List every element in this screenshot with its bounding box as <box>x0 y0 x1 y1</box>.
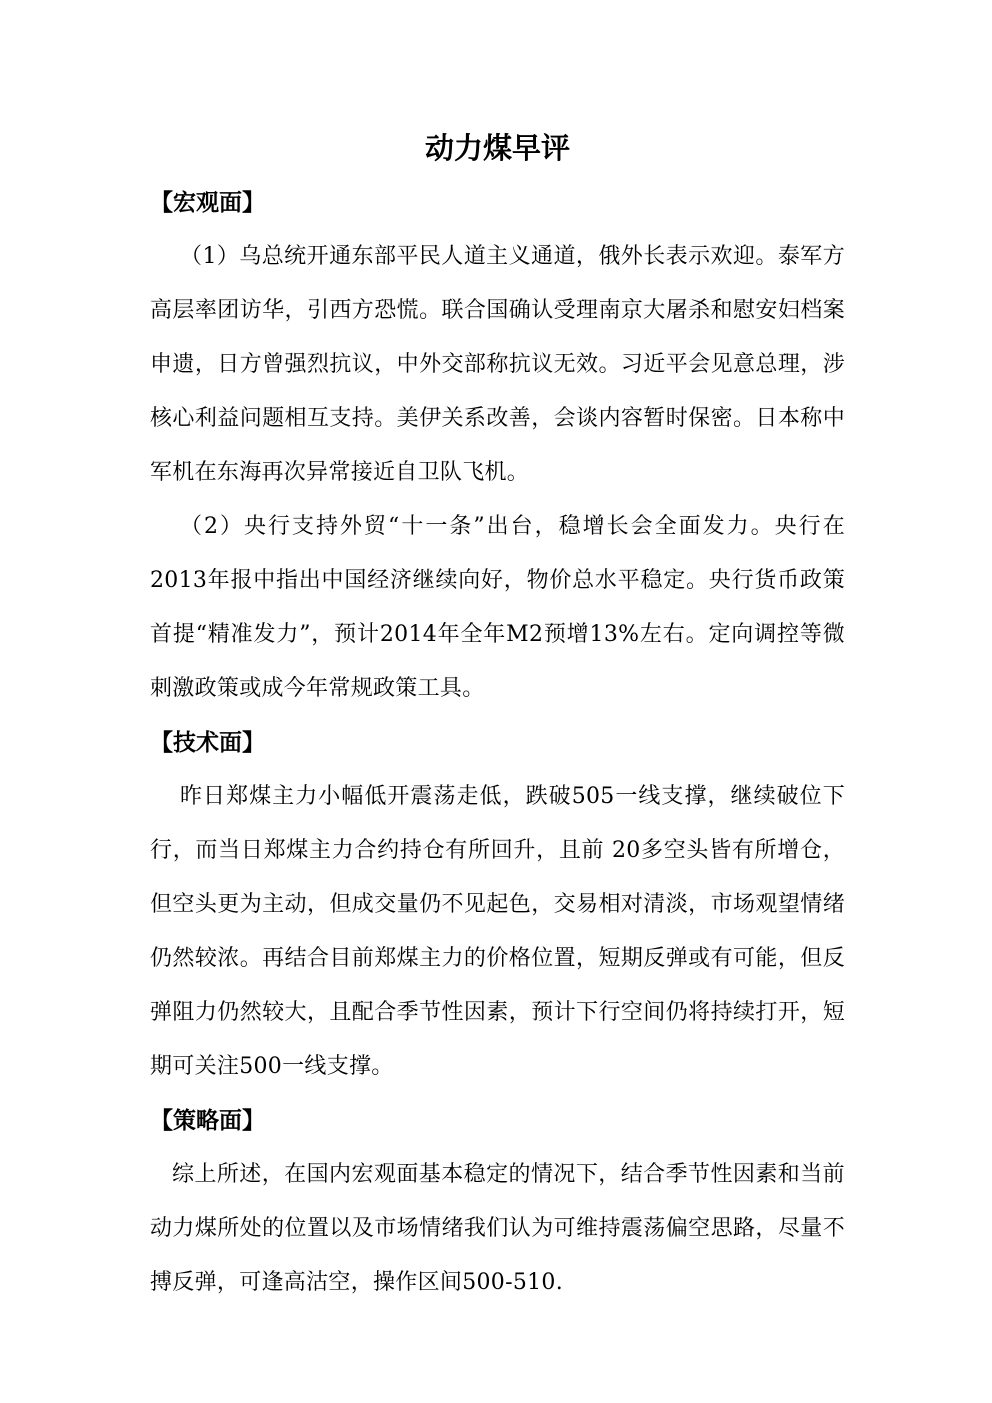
macro-paragraph-1: （1）乌总统开通东部平民人道主义通道，俄外长表示欢迎。泰军方高层率团访华，引西方恐慌。联合国确认受理南京大屠杀和慰安妇档案申遗，日方曾强烈抗议，中外交部称抗议无效。习近平会见意总理，涉核心利益问题相互支持。美伊关系改善，会谈内容暂时保密。日本称中军机在东海再次异常接近自卫队飞机。 <box>150 244 845 485</box>
strategy-paragraph-1: 综上所述，在国内宏观面基本稳定的情况下，结合季节性因素和当前动力煤所处的位置以及市场情绪我们认为可维持震荡偏空思路，尽量不搏反弹，可逢高沽空，操作区间500-510. <box>150 1162 845 1295</box>
section-strategy <box>150 1094 845 1310</box>
document-page <box>150 120 845 1310</box>
section-heading-technical: 【技术面】 <box>150 730 265 756</box>
section-technical <box>150 716 845 1094</box>
section-macro <box>150 176 845 716</box>
section-heading-strategy: 【策略面】 <box>150 1108 265 1134</box>
macro-paragraph-2: （2）央行支持外贸“十一条”出台，稳增长会全面发力。央行在2013年报中指出中国经济继续向好，物价总水平稳定。央行货币政策首提“精准发力”，预计2014年全年M2预增13%左右。定向调控等微刺激政策或成今年常规政策工具。 <box>150 514 845 701</box>
technical-paragraph-1: 昨日郑煤主力小幅低开震荡走低，跌破505一线支撑，继续破位下行，而当日郑煤主力合约持仓有所回升，且前 20多空头皆有所增仓，但空头更为主动，但成交量仍不见起色，交易相对清淡，市场观望情绪仍然较浓。再结合目前郑煤主力的价格位置，短期反弹或有可能，但反弹阻力仍然较大，且配合季节性因素，预计下行空间仍将持续打开，短期可关注500一线支撑。 <box>150 784 845 1079</box>
section-heading-macro: 【宏观面】 <box>150 190 265 216</box>
document-title: 动力煤早评 <box>424 131 570 165</box>
